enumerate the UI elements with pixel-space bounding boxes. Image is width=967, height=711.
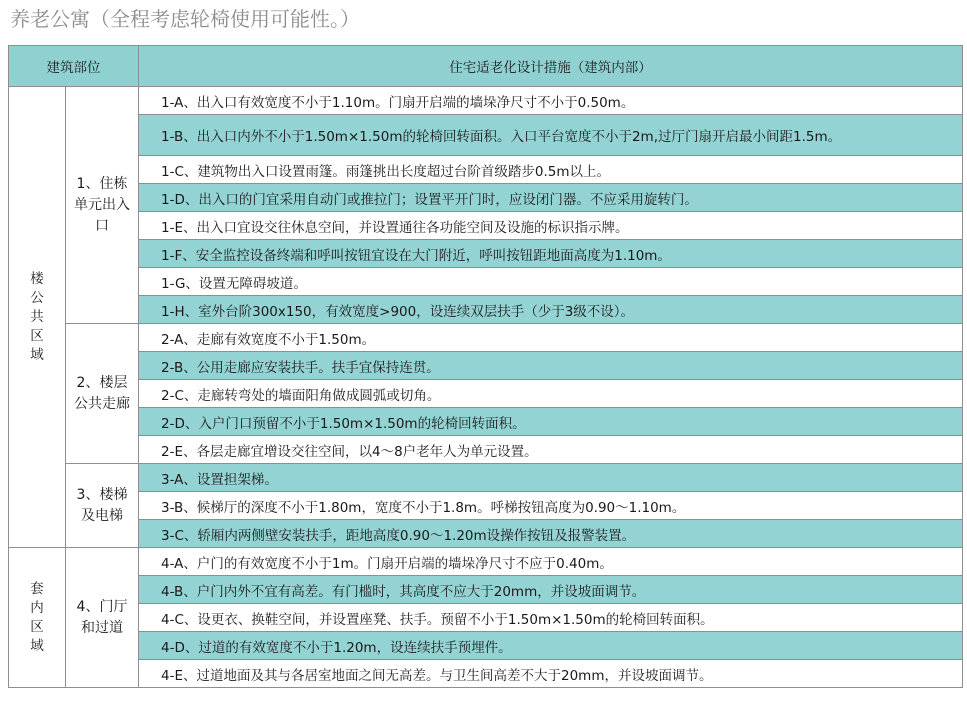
measure-2a: 2-A、走廊有效宽度不小于1.50m。 bbox=[139, 324, 963, 352]
measure-1h: 1-H、室外台阶300x150，有效宽度>900，设连续双层扶手（少于3级不设）。 bbox=[139, 296, 963, 324]
measure-4b: 4-B、户门内外不宜有高差。有门槛时，其高度不应大于20mm，并设坡面调节。 bbox=[139, 576, 963, 604]
table-row bbox=[9, 548, 963, 576]
measure-2b: 2-B、公用走廊应安装扶手。扶手宜保持连贯。 bbox=[139, 352, 963, 380]
header-design-measures: 住宅适老化设计措施（建筑内部） bbox=[139, 46, 963, 87]
measure-1f: 1-F、安全监控设备终端和呼叫按钮宜设在大门附近，呼叫按钮距地面高度为1.10m。 bbox=[139, 240, 963, 268]
measure-4c: 4-C、设更衣、换鞋空间，并设置座凳、扶手。预留不小于1.50m×1.50m的轮椅回转面积。 bbox=[139, 604, 963, 632]
area-indoor: 套内区域 bbox=[9, 548, 66, 688]
table-row bbox=[9, 604, 963, 632]
table-row bbox=[9, 492, 963, 520]
table-row bbox=[9, 436, 963, 464]
measure-1g: 1-G、设置无障碍坡道。 bbox=[139, 268, 963, 296]
table-header-row bbox=[9, 46, 963, 87]
table-row bbox=[9, 156, 963, 184]
area-public: 楼公共区域 bbox=[9, 87, 66, 548]
measure-1c: 1-C、建筑物出入口设置雨篷。雨篷挑出长度超过台阶首级踏步0.5m以上。 bbox=[139, 156, 963, 184]
measure-2e: 2-E、各层走廊宜增设交往空间，以4～8户老年人为单元设置。 bbox=[139, 436, 963, 464]
measure-4d: 4-D、过道的有效宽度不小于1.20m，设连续扶手预埋件。 bbox=[139, 632, 963, 660]
measure-2d: 2-D、入户门口预留不小于1.50m×1.50m的轮椅回转面积。 bbox=[139, 408, 963, 436]
table-row bbox=[9, 296, 963, 324]
table-row bbox=[9, 408, 963, 436]
table-row bbox=[9, 268, 963, 296]
measure-1e: 1-E、出入口宜设交往休息空间，并设置通往各功能空间及设施的标识指示牌。 bbox=[139, 212, 963, 240]
table-row bbox=[9, 212, 963, 240]
table-row bbox=[9, 660, 963, 688]
table-row bbox=[9, 380, 963, 408]
table-row bbox=[9, 184, 963, 212]
table-row bbox=[9, 87, 963, 115]
table-row bbox=[9, 464, 963, 492]
header-building-part: 建筑部位 bbox=[9, 46, 139, 87]
measure-3a: 3-A、设置担架梯。 bbox=[139, 464, 963, 492]
group-entrance: 1、住栋单元出入口 bbox=[66, 87, 139, 324]
measure-3c: 3-C、轿厢内两侧壁安装扶手，距地高度0.90～1.20m设操作按钮及报警装置。 bbox=[139, 520, 963, 548]
design-measures-table bbox=[8, 45, 963, 688]
table-row bbox=[9, 115, 963, 156]
measure-1b: 1-B、出入口内外不小于1.50m×1.50m的轮椅回转面积。入口平台宽度不小于2m,过厅门扇开启最小间距1.5m。 bbox=[139, 115, 963, 156]
measure-1a: 1-A、出入口有效宽度不小于1.10m。门扇开启端的墙垛净尺寸不小于0.50m。 bbox=[139, 87, 963, 115]
table-row bbox=[9, 240, 963, 268]
measure-1d: 1-D、出入口的门宜采用自动门或推拉门；设置平开门时，应设闭门器。不应采用旋转门。 bbox=[139, 184, 963, 212]
group-hall-passage: 4、门厅和过道 bbox=[66, 548, 139, 688]
page-title: 养老公寓（全程考虑轮椅使用可能性。） bbox=[10, 7, 360, 31]
table-row bbox=[9, 324, 963, 352]
table-row bbox=[9, 520, 963, 548]
table-row bbox=[9, 632, 963, 660]
measure-2c: 2-C、走廊转弯处的墙面阳角做成圆弧或切角。 bbox=[139, 380, 963, 408]
measure-4a: 4-A、户门的有效宽度不小于1m。门扇开启端的墙垛净尺寸不应于0.40m。 bbox=[139, 548, 963, 576]
group-corridor: 2、楼层公共走廊 bbox=[66, 324, 139, 464]
measure-4e: 4-E、过道地面及其与各居室地面之间无高差。与卫生间高差不大于20mm，并设坡面调节。 bbox=[139, 660, 963, 688]
table-row bbox=[9, 576, 963, 604]
table-row bbox=[9, 352, 963, 380]
group-stairs-elevator: 3、楼梯及电梯 bbox=[66, 464, 139, 548]
measure-3b: 3-B、候梯厅的深度不小于1.80m，宽度不小于1.8m。呼梯按钮高度为0.90～1.10m。 bbox=[139, 492, 963, 520]
